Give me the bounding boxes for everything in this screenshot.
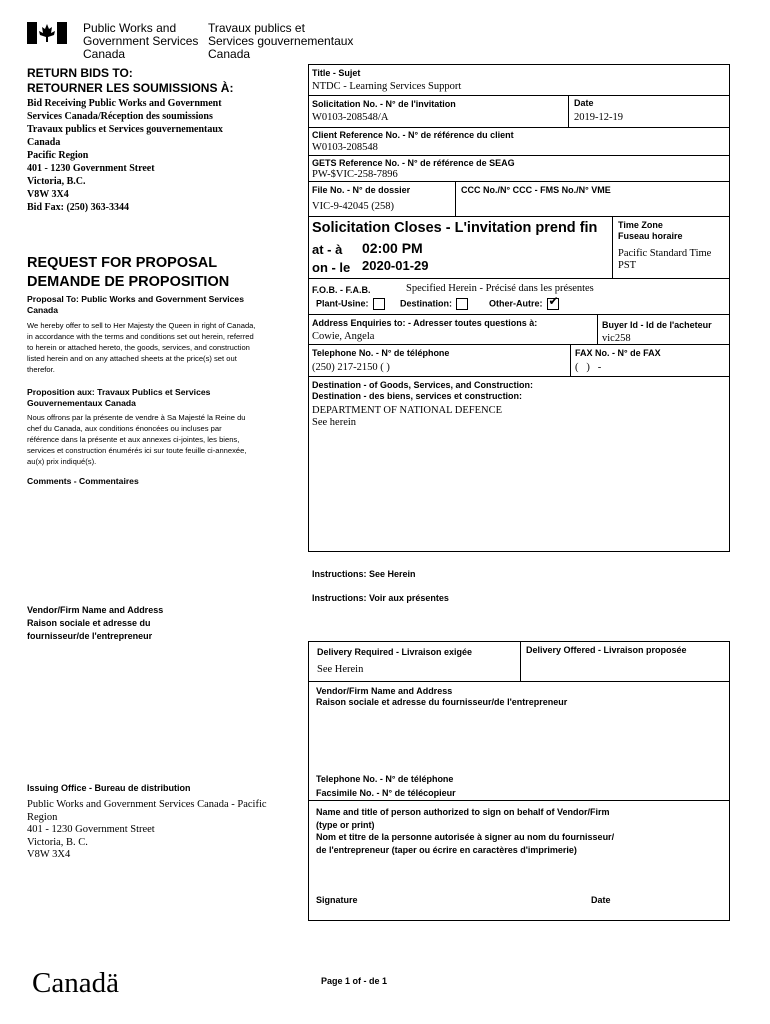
closing-date-value: 2020-01-29 [362, 258, 429, 273]
return-bids-title: RETURN BIDS TO: RETOURNER LES SOUMISSIONS À: [27, 66, 234, 95]
delivery-required-label: Delivery Required - Livraison exigée [317, 647, 473, 657]
plant-checkbox[interactable] [373, 298, 385, 310]
fob-value: Specified Herein - Précisé dans les présentes [406, 283, 594, 294]
canada-wordmark: Canadä [32, 967, 119, 999]
rfp-title: REQUEST FOR PROPOSAL DEMANDE DE PROPOSITION [27, 255, 230, 290]
date-value: 2019-12-19 [574, 112, 623, 123]
signature-label: Signature [316, 895, 358, 905]
instructions-en: Instructions: See Herein [312, 569, 416, 579]
date-label: Date [574, 98, 594, 108]
telephone-value: (250) 217-2150 ( ) [312, 362, 390, 373]
proposition-text: Nous offrons par la présente de vendre à Sa Majesté la Reine du chef du Canada, aux conditions énoncées ou incluses par référence dans la présente et aux annexes ci-jointes, les biens, services et construction énumérés ici sur toute feuille ci-annexée, au(x) prix indiqué(s). [27, 413, 247, 466]
page-number: Page 1 of - de 1 [321, 976, 388, 986]
destination-option: Destination: [400, 298, 468, 310]
gets-reference-value: PW-$VIC-258-7896 [312, 169, 398, 180]
client-reference-value: W0103-208548 [312, 142, 378, 153]
proposition-label: Proposition aux: Travaux Publics et Services Gouvernementaux Canada [27, 387, 211, 408]
other-checkbox[interactable] [547, 294, 559, 310]
other-autre-option: Other-Autre: ✔ [489, 294, 559, 309]
plant-usine-option: Plant-Usine: [316, 298, 385, 310]
delivery-required-value: See Herein [317, 664, 364, 675]
solicitation-number-value: W0103-208548/A [312, 112, 389, 123]
destination-value: DEPARTMENT OF NATIONAL DEFENCE See herein [312, 405, 503, 428]
ccc-number-label: CCC No./N° CCC - FMS No./N° VME [461, 185, 611, 195]
fax-label: FAX No. - N° de FAX [575, 348, 661, 358]
address-enquiries-label: Address Enquiries to: - Adresser toutes questions à: [312, 318, 538, 328]
address-enquiries-value: Cowie, Angela [312, 331, 375, 342]
vendor-name-label: Vendor/Firm Name and Address Raison sociale et adresse du fournisseur/de l'entrepreneur [316, 686, 568, 707]
canada-flag-logo [27, 22, 67, 44]
issuing-office-label: Issuing Office - Bureau de distribution [27, 783, 191, 793]
time-zone-value: Pacific Standard Time PST [618, 248, 712, 271]
check-mark-icon: ✔ [548, 294, 559, 308]
authorized-person-label: Name and title of person authorized to sign on behalf of Vendor/Firm (type or print) Nom et titre de la personne autorisée à signer au nom du fournisseur/ de l'entrepreneur (taper ou écrire en caractères d'imprimerie) [316, 807, 615, 855]
closing-time-label: at - à [312, 242, 343, 257]
return-bids-address: Bid Receiving Public Works and Government Services Canada/Réception des soumissions Travaux publics et Services gouvernementaux Canada Pacific Region 401 - 1230 Government Street Victoria, B.C. V8W 3X4 Bid Fax: (250) 363-3344 [27, 98, 223, 213]
fax-value: ( ) - [575, 362, 602, 373]
instructions-fr: Instructions: Voir aux présentes [312, 593, 449, 603]
vendor-name-label-left: Vendor/Firm Name and Address Raison sociale et adresse du fournisseur/de l'entrepreneur [27, 605, 164, 641]
buyer-id-label: Buyer Id - Id de l'acheteur [602, 320, 712, 330]
fob-label: F.O.B. - F.A.B. [312, 285, 371, 295]
vendor-phone-fax-label: Telephone No. - N° de téléphone Facsimile No. - N° de télécopieur [316, 774, 456, 798]
closing-date-label: on - le [312, 260, 351, 275]
destination-checkbox[interactable] [456, 298, 468, 310]
solicitation-number-label: Solicitation No. - N° de l'invitation [312, 99, 456, 109]
gets-reference-label: GETS Reference No. - N° de référence de SEAG [312, 158, 515, 168]
telephone-label: Telephone No. - N° de téléphone [312, 348, 450, 358]
solicitation-closes-title: Solicitation Closes - L'invitation prend fin [312, 220, 598, 236]
proposal-to-text: We hereby offer to sell to Her Majesty the Queen in right of Canada, in accordance with the terms and conditions set out herein, referred to herein or attached hereto, the goods, services, and construction listed herein and on any attached sheets at the price(s) set out therefor. [27, 321, 256, 374]
comments-label: Comments - Commentaires [27, 476, 139, 486]
file-number-value: VIC-9-42045 (258) [312, 201, 394, 212]
signature-date-label: Date [591, 895, 611, 905]
buyer-id-value: vic258 [602, 333, 631, 343]
file-number-label: File No. - N° de dossier [312, 185, 411, 195]
proposal-to-label: Proposal To: Public Works and Government Services Canada [27, 294, 244, 315]
client-reference-label: Client Reference No. - N° de référence du client [312, 130, 514, 140]
department-name-fr: Travaux publics et Services gouvernementaux Canada [208, 21, 354, 61]
department-name-en: Public Works and Government Services Canada [83, 21, 199, 61]
destination-label: Destination - of Goods, Services, and Construction: Destination - des biens, services et construction: [312, 380, 534, 401]
delivery-offered-label: Delivery Offered - Livraison proposée [526, 645, 687, 655]
closing-time-value: 02:00 PM [362, 240, 423, 256]
title-label: Title - Sujet [312, 68, 361, 78]
title-value: NTDC - Learning Services Support [312, 81, 462, 92]
time-zone-label: Time Zone Fuseau horaire [618, 220, 683, 241]
issuing-office-address: Public Works and Government Services Canada - Pacific Region 401 - 1230 Government Street Victoria, B. C. V8W 3X4 [27, 799, 267, 860]
